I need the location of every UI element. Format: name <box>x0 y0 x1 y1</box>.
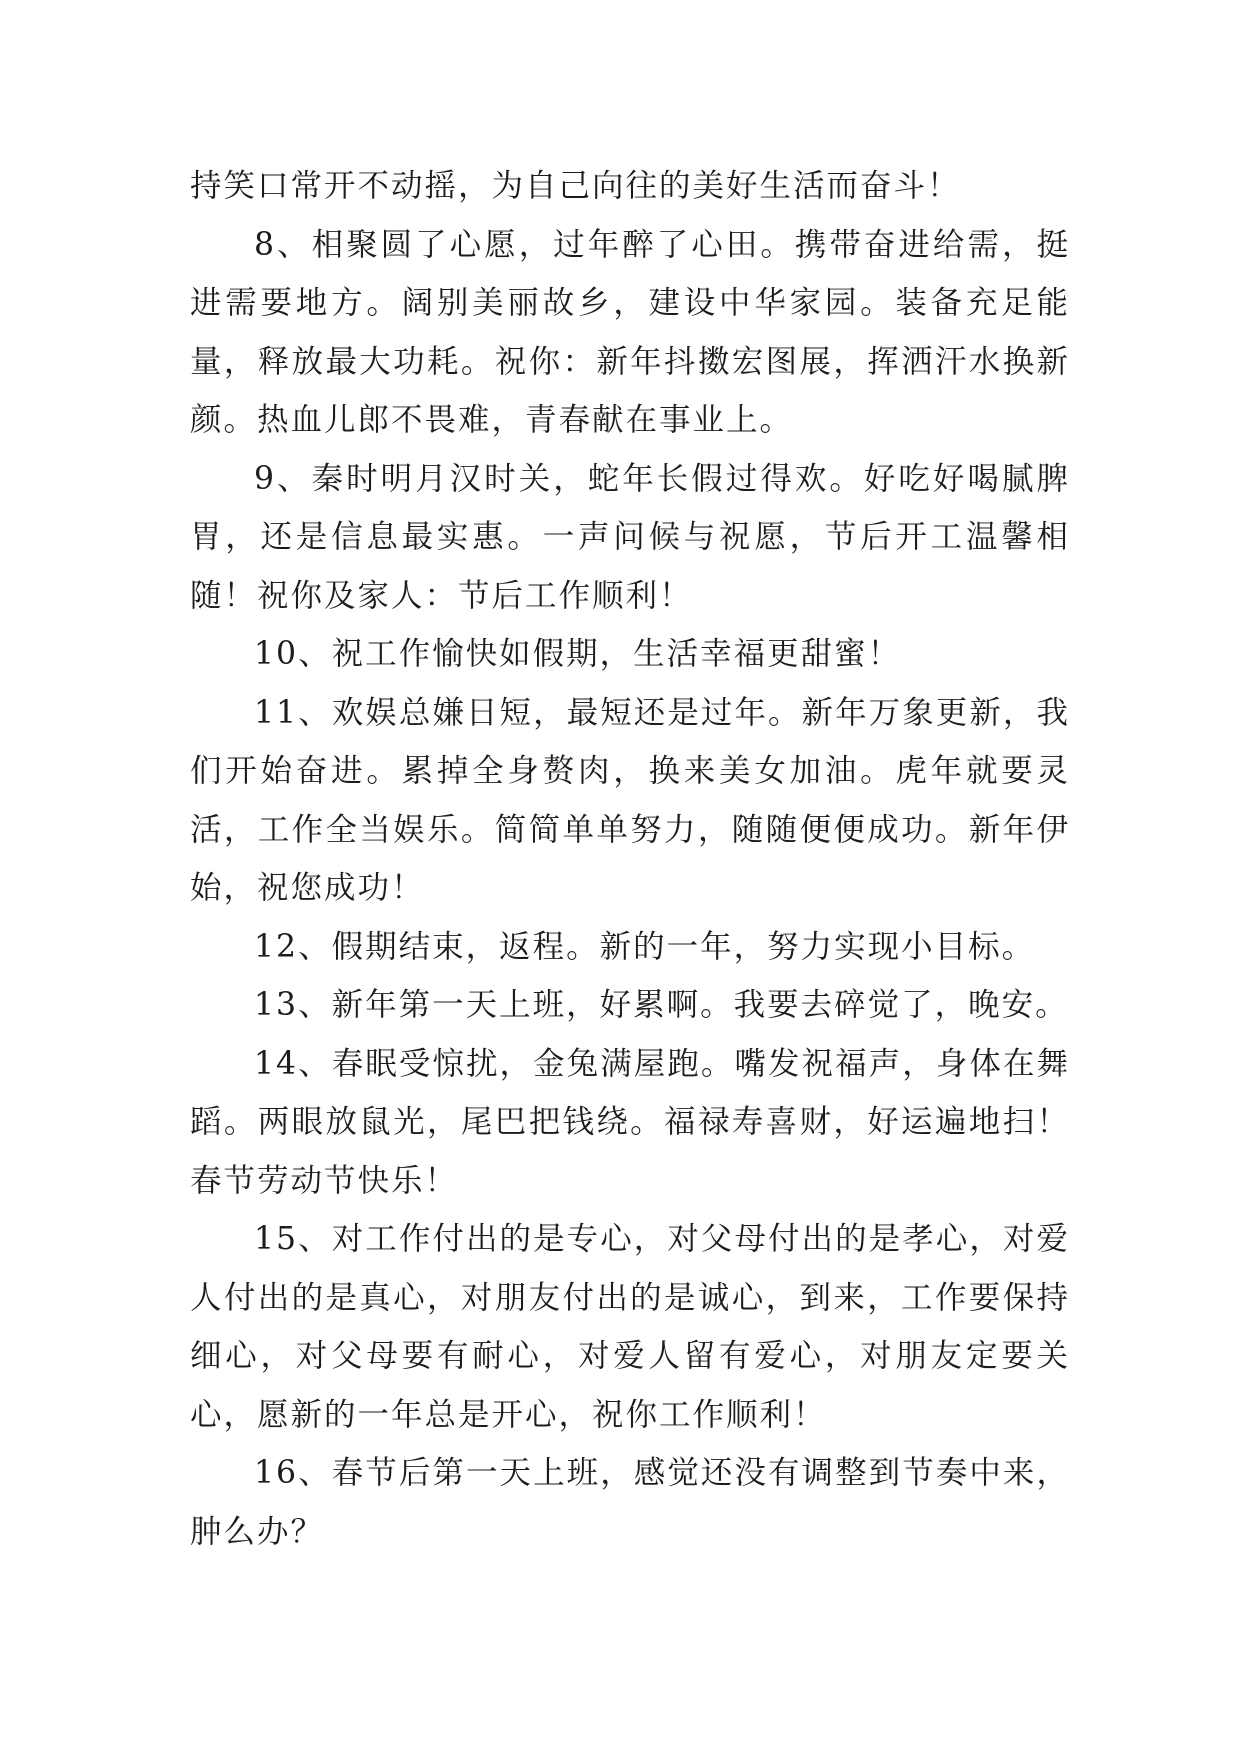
paragraph-item-15: 15、对工作付出的是专心，对父母付出的是孝心，对爱人付出的是真心，对朋友付出的是诚心，到来，工作要保持细心，对父母要有耐心，对爱人留有爱心，对朋友定要关心，愿新的一年总是开心，祝你工作顺利！ <box>190 1221 1070 1433</box>
paragraph-item-11: 11、欢娱总嫌日短，最短还是过年。新年万象更新，我们开始奋进。累掉全身赘肉，换来美女加油。虎年就要灵活，工作全当娱乐。简简单单努力，随随便便成功。新年伊始，祝您成功！ <box>190 694 1070 906</box>
paragraph-item-13: 13、新年第一天上班，好累啊。我要去碎觉了，晚安。 <box>254 987 1069 1023</box>
paragraph-continuation: 持笑口常开不动摇，为自己向往的美好生活而奋斗！ <box>190 168 961 204</box>
document-body <box>190 157 1070 1561</box>
paragraph-item-10: 10、祝工作愉快如假期，生活幸福更甜蜜！ <box>254 636 902 672</box>
paragraph-item-14: 14、春眠受惊扰，金兔满屋跑。嘴发祝福声，身体在舞蹈。两眼放鼠光，尾巴把钱绕。福禄寿喜财，好运遍地扫！春节劳动节快乐！ <box>190 1045 1070 1199</box>
paragraph-item-9: 9、秦时明月汉时关，蛇年长假过得欢。好吃好喝腻脾胃，还是信息最实惠。一声问候与祝愿，节后开工温馨相随！祝你及家人：节后工作顺利！ <box>190 460 1070 614</box>
paragraph-item-16: 16、春节后第一天上班，感觉还没有调整到节奏中来，肿么办？ <box>190 1455 1070 1550</box>
paragraph-item-12: 12、假期结束，返程。新的一年，努力实现小目标。 <box>254 928 1036 965</box>
paragraph-item-8: 8、相聚圆了心愿，过年醉了心田。携带奋进给需，挺进需要地方。阔别美丽故乡，建设中华家园。装备充足能量，释放最大功耗。祝你：新年抖擞宏图展，挥洒汗水换新颜。热血儿郎不畏难，青春献在事业上。 <box>190 226 1070 438</box>
